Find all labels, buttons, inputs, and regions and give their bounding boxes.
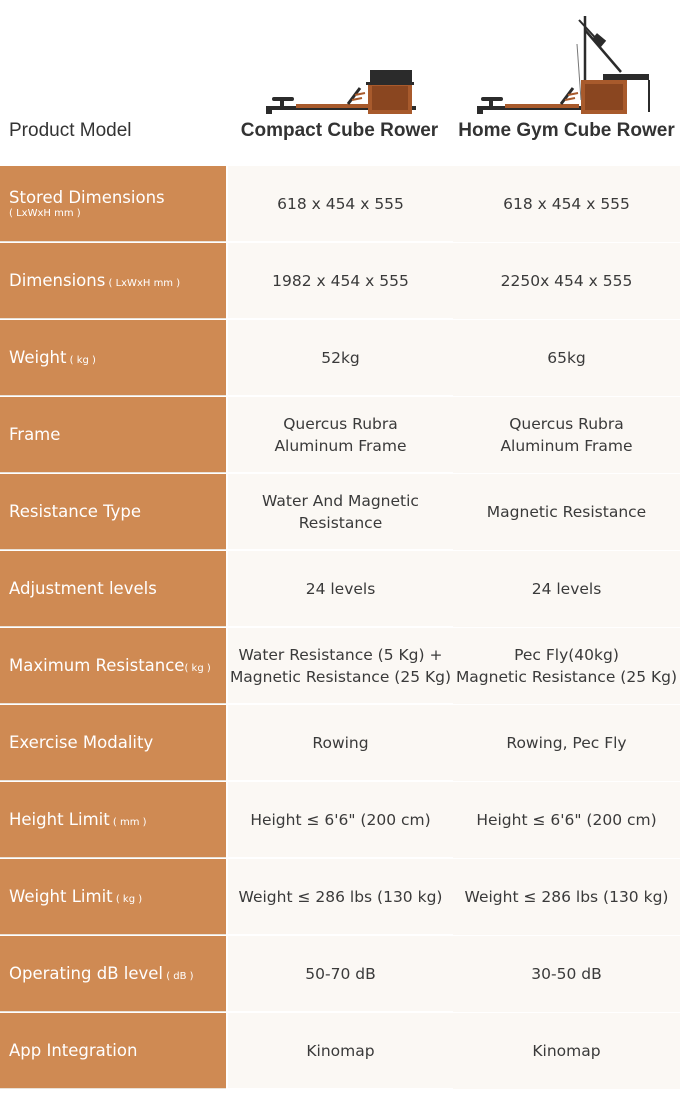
spec-label [9,188,226,207]
spec-row [0,705,680,782]
spec-row [0,1013,680,1090]
spec-label-unit: ( mm ) [109,817,147,828]
spec-label [9,733,226,752]
product-model-heading: Product Model [9,120,132,141]
spec-label [9,810,226,829]
spec-label [9,502,226,521]
spec-label [9,887,226,906]
spec-value-home-gym: Quercus Rubra Aluminum Frame [453,397,680,474]
spec-row [0,628,680,705]
spec-table [0,166,680,1090]
spec-value-home-gym: 65kg [453,320,680,397]
spec-value-home-gym: 30-50 dB [453,936,680,1013]
spec-label-cell [0,705,226,781]
spec-label-text: Frame [9,425,61,444]
spec-value-compact: Water Resistance (5 Kg) + Magnetic Resistance (25 Kg) [226,628,453,704]
spec-label-cell [0,936,226,1012]
spec-label [9,656,226,675]
spec-label-text: Maximum Resistance [9,656,185,675]
spec-value-home-gym: Weight ≤ 286 lbs (130 kg) [453,859,680,936]
spec-label-cell [0,166,226,242]
product-column-compact [226,0,453,166]
spec-label-cell [0,859,226,935]
spec-row [0,166,680,243]
spec-label-unit: ( kg ) [66,355,96,366]
spec-row [0,782,680,859]
spec-row [0,243,680,320]
spec-value-compact: 50-70 dB [226,936,453,1012]
spec-value-home-gym: Kinomap [453,1013,680,1090]
spec-label [9,579,226,598]
spec-value-compact: 52kg [226,320,453,396]
spec-label-cell [0,320,226,396]
spec-value-home-gym: 24 levels [453,551,680,628]
spec-label-cell [0,551,226,627]
spec-label-text: Resistance Type [9,502,142,521]
spec-row [0,320,680,397]
spec-row [0,859,680,936]
spec-label-cell [0,243,226,319]
spec-value-compact: Weight ≤ 286 lbs (130 kg) [226,859,453,935]
spec-label-unit: ( LxWxH mm ) [105,278,181,289]
spec-value-compact: 618 x 454 x 555 [226,166,453,242]
spec-label-text: Adjustment levels [9,579,157,598]
spec-row [0,474,680,551]
spec-value-home-gym: 2250x 454 x 555 [453,243,680,320]
spec-value-compact: 24 levels [226,551,453,627]
product-column-home-gym [453,0,680,166]
spec-label-cell [0,782,226,858]
spec-value-home-gym: Pec Fly(40kg) Magnetic Resistance (25 Kg) [453,628,680,705]
spec-label-text: Weight Limit [9,887,113,906]
spec-label-subunit: ( LxWxH mm ) [9,208,81,219]
home-gym-cube-rower-image [453,0,680,120]
spec-value-home-gym: Magnetic Resistance [453,474,680,551]
spec-row [0,936,680,1013]
spec-label-text: Stored Dimensions [9,188,165,207]
spec-label-cell [0,397,226,473]
spec-label [9,271,226,290]
spec-label-text: Weight [9,348,67,367]
spec-value-compact: Quercus Rubra Aluminum Frame [226,397,453,473]
spec-label [9,348,226,367]
spec-row [0,551,680,628]
spec-value-home-gym: Height ≤ 6'6" (200 cm) [453,782,680,859]
compact-cube-rower-image [226,0,453,120]
spec-value-home-gym: 618 x 454 x 555 [453,166,680,243]
spec-label-text: Dimensions [9,271,106,290]
spec-label-unit: ( kg ) [112,894,143,905]
spec-label [9,425,226,444]
spec-label-unit: ( kg ) [184,663,211,674]
spec-row [0,397,680,474]
product-name-home-gym: Home Gym Cube Rower [458,120,675,141]
spec-label-unit: ( dB ) [163,971,194,982]
spec-value-compact: Height ≤ 6'6" (200 cm) [226,782,453,858]
spec-label-text: Operating dB level [9,964,164,983]
spec-label-text: App Integration [9,1041,138,1060]
spec-value-compact: Rowing [226,705,453,781]
table-header [0,0,680,166]
spec-value-compact: Water And Magnetic Resistance [226,474,453,550]
spec-label [9,1041,226,1060]
spec-value-compact: Kinomap [226,1013,453,1089]
spec-label-text: Height Limit [9,810,110,829]
spec-label [9,964,226,983]
product-name-compact: Compact Cube Rower [240,120,439,141]
spec-value-compact: 1982 x 454 x 555 [226,243,453,319]
spec-label-text: Exercise Modality [9,733,154,752]
spec-value-home-gym: Rowing, Pec Fly [453,705,680,782]
spec-label-cell [0,1013,226,1089]
spec-label-cell [0,628,226,704]
spec-label-cell [0,474,226,550]
